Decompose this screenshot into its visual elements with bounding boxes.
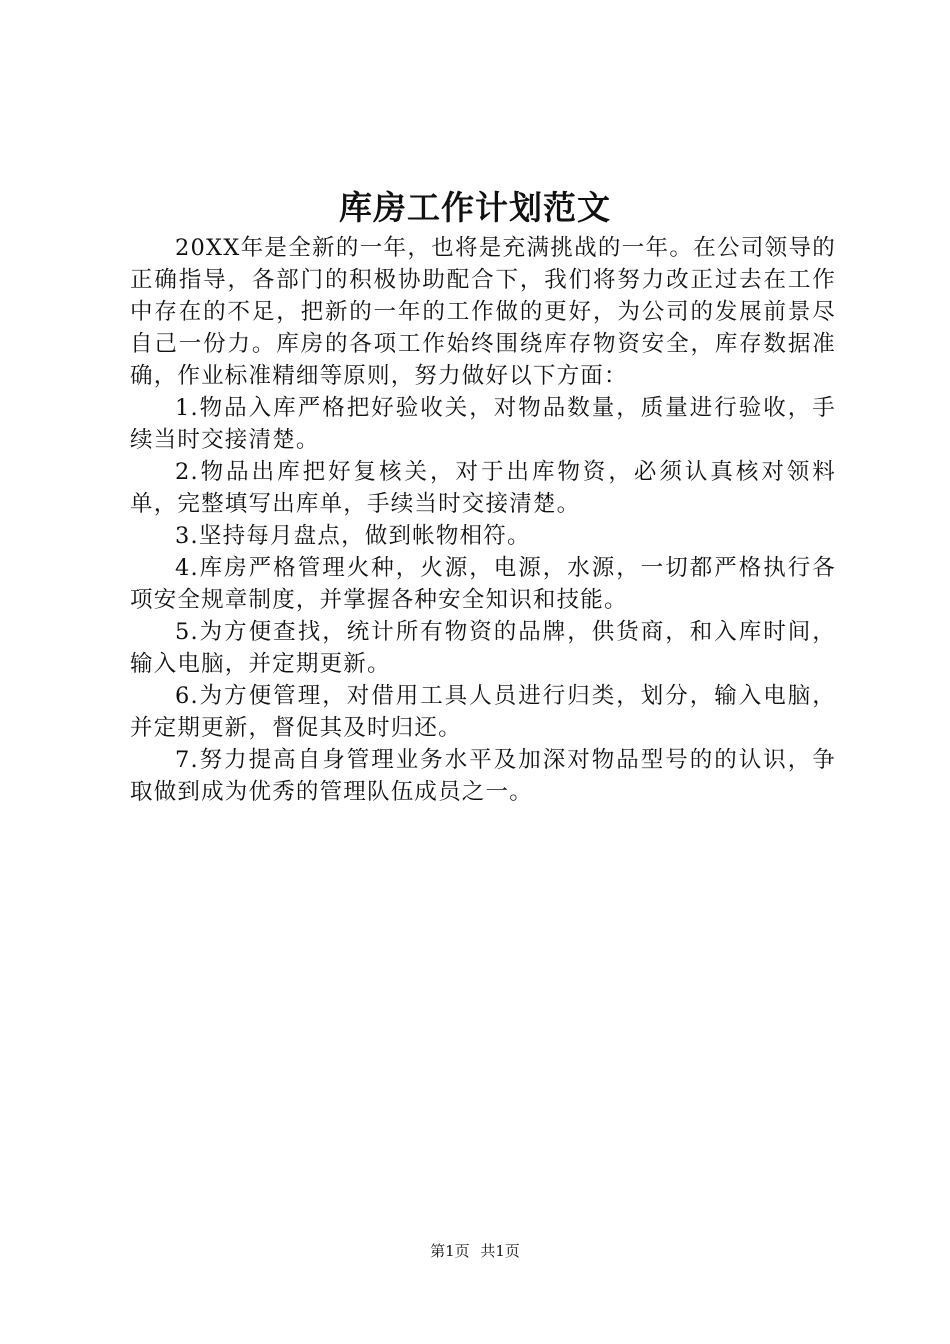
page-total: 共1页 bbox=[480, 1242, 520, 1260]
document-title: 库房工作计划范文 bbox=[339, 188, 611, 227]
page-number: 第1页 bbox=[430, 1242, 470, 1260]
document-body bbox=[130, 232, 836, 808]
page-footer bbox=[0, 1241, 950, 1261]
paragraph-intro: 20XX年是全新的一年，也将是充满挑战的一年。在公司领导的正确指导，各部门的积极协助配合下，我们将努力改正过去在工作中存在的不足，把新的一年的工作做的更好，为公司的发展前景尽自己一份力。库房的各项工作始终围绕库存物资安全，库存数据准确，作业标准精细等原则，努力做好以下方面： bbox=[130, 235, 836, 389]
paragraph-item-7: 7.努力提高自身管理业务水平及加深对物品型号的的认识，争取做到成为优秀的管理队伍成员之一。 bbox=[130, 747, 836, 805]
paragraph-item-1: 1.物品入库严格把好验收关，对物品数量，质量进行验收，手续当时交接清楚。 bbox=[130, 395, 836, 453]
paragraph-item-4: 4.库房严格管理火种，火源，电源，水源，一切都严格执行各项安全规章制度，并掌握各种安全知识和技能。 bbox=[130, 555, 836, 613]
paragraph-item-3: 3.坚持每月盘点，做到帐物相符。 bbox=[175, 523, 531, 549]
paragraph-item-6: 6.为方便管理，对借用工具人员进行归类，划分，输入电脑，并定期更新，督促其及时归还。 bbox=[130, 683, 836, 741]
paragraph-item-2: 2.物品出库把好复核关，对于出库物资，必须认真核对领料单，完整填写出库单，手续当时交接清楚。 bbox=[130, 459, 836, 517]
paragraph-item-5: 5.为方便查找，统计所有物资的品牌，供货商，和入库时间，输入电脑，并定期更新。 bbox=[130, 619, 836, 677]
